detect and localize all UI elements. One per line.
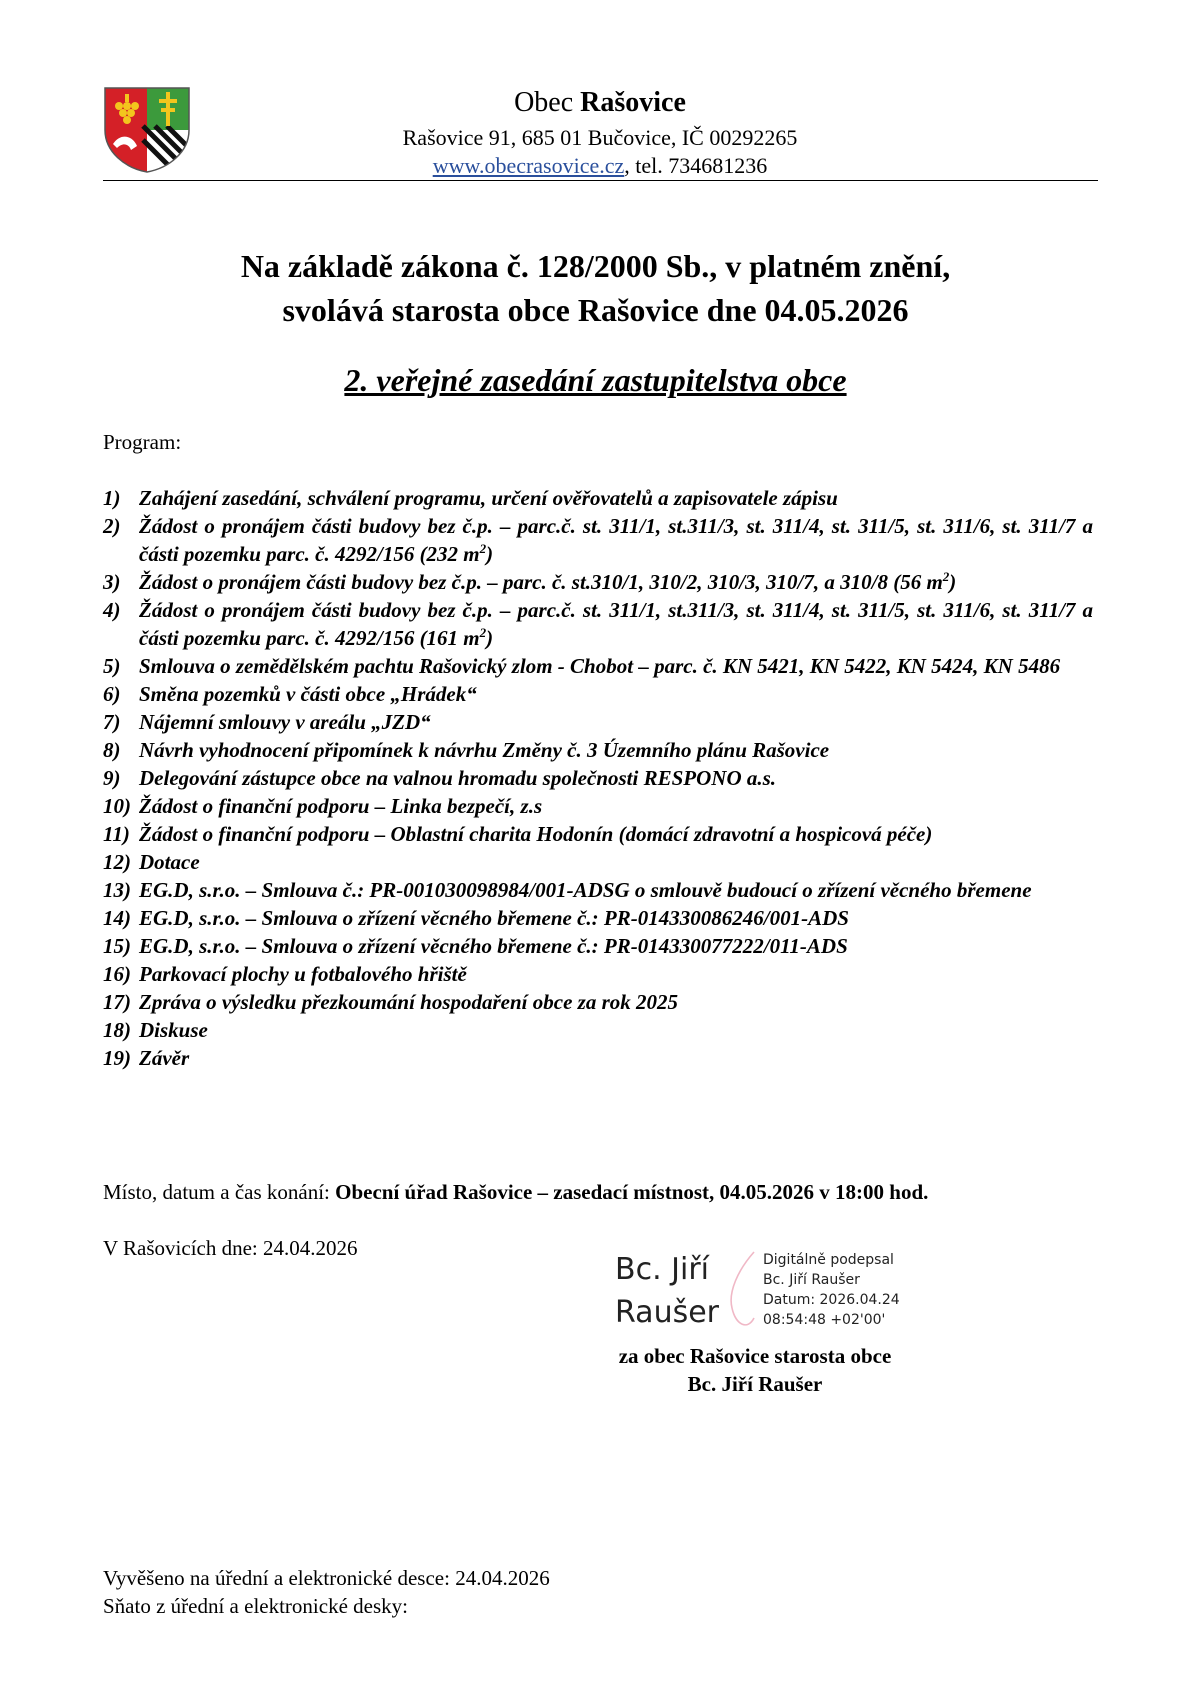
- agenda-item-text: [139, 932, 1093, 960]
- website-link[interactable]: www.obecrasovice.cz: [432, 153, 625, 178]
- agenda-item: [103, 1044, 1093, 1072]
- agenda-item-number: 1): [103, 486, 121, 510]
- agenda-item-number: 16): [103, 962, 131, 986]
- agenda-item: [103, 764, 1093, 792]
- agenda-item-main-text: Smlouva o zemědělském pachtu Rašovický zlom - Chobot – parc. č. KN 5421, KN 5422, KN 5424, KN 5486: [139, 654, 1061, 678]
- agenda-item-main-text: Závěr: [139, 1046, 190, 1070]
- agenda-item: [103, 1016, 1093, 1044]
- agenda-item: [103, 484, 1093, 512]
- agenda-item-text: [139, 1044, 1093, 1072]
- agenda-item: [103, 736, 1093, 764]
- agenda-item-text: [139, 568, 1093, 596]
- agenda-item: [103, 652, 1093, 680]
- agenda-item-text: [139, 708, 1093, 736]
- agenda-item-suffix: ): [486, 542, 494, 566]
- meeting-title: 2. veřejné zasedání zastupitelstva obce: [344, 362, 847, 398]
- agenda-item-text: [139, 1016, 1093, 1044]
- agenda-item-suffix: ): [486, 626, 494, 650]
- agenda-list: [103, 484, 1093, 1072]
- heading-line-1: Na základě zákona č. 128/2000 Sb., v platném znění,: [240, 248, 951, 284]
- agenda-item-number: 18): [103, 1018, 131, 1042]
- agenda-item-number: 10): [103, 794, 131, 818]
- title-name: Rašovice: [580, 87, 686, 118]
- agenda-item: [103, 876, 1093, 904]
- coat-of-arms-icon: [103, 86, 191, 174]
- agenda-item-text: [139, 512, 1093, 568]
- signatory-role: za obec Rašovice starosta obce: [618, 1344, 892, 1368]
- agenda-item-number: 5): [103, 654, 121, 678]
- agenda-item-text: [139, 988, 1093, 1016]
- agenda-item-main-text: Žádost o finanční podporu – Oblastní charita Hodonín (domácí zdravotní a hospicová péče): [139, 822, 933, 846]
- agenda-item-main-text: Delegování zástupce obce na valnou hromadu společnosti RESPONO a.s.: [139, 766, 777, 790]
- agenda-item-main-text: Žádost o pronájem části budovy bez č.p. – parc.č. st. 311/1, st.311/3, st. 311/4, st. 311/5, st. 311/6, st. 311/7 a části pozemku parc. č. 4292/156 (161 m: [139, 598, 1093, 650]
- agenda-item: [103, 960, 1093, 988]
- agenda-item: [103, 568, 1093, 596]
- signatory-name: Bc. Jiří Raušer: [687, 1372, 823, 1396]
- agenda-item-main-text: EG.D, s.r.o. – Smlouva o zřízení věcného břemene č.: PR-014330077222/011-ADS: [139, 934, 848, 958]
- signature-stroke-icon: [724, 1248, 760, 1334]
- agenda-item: [103, 792, 1093, 820]
- agenda-item-text: [139, 484, 1093, 512]
- agenda-item-number: 19): [103, 1046, 131, 1070]
- signature-info: [763, 1250, 900, 1330]
- agenda-item-text: [139, 680, 1093, 708]
- signature-info-line: 08:54:48 +02'00': [763, 1312, 886, 1328]
- removed-date: Sňato z úřední a elektronické desky:: [103, 1594, 408, 1618]
- place-value: Obecní úřad Rašovice – zasedací místnost, 04.05.2026 v 18:00 hod.: [335, 1180, 929, 1204]
- signature-info-line: Bc. Jiří Raušer: [763, 1272, 860, 1288]
- agenda-item-number: 13): [103, 878, 131, 902]
- agenda-item-suffix: ): [949, 570, 957, 594]
- agenda-item: [103, 988, 1093, 1016]
- agenda-item-number: 8): [103, 738, 121, 762]
- agenda-item-main-text: Návrh vyhodnocení připomínek k návrhu Změny č. 3 Územního plánu Rašovice: [139, 738, 830, 762]
- meeting-place: [103, 1178, 928, 1206]
- posted-date: Vyvěšeno na úřední a elektronické desce: 24.04.2026: [103, 1566, 550, 1590]
- agenda-item-text: [139, 596, 1093, 652]
- agenda-item-main-text: Žádost o pronájem části budovy bez č.p. – parc.č. st. 311/1, st.311/3, st. 311/4, st. 311/5, st. 311/6, st. 311/7 a části pozemku parc. č. 4292/156 (232 m: [139, 514, 1093, 566]
- agenda-item-main-text: Zpráva o výsledku přezkoumání hospodaření obce za rok 2025: [139, 990, 679, 1014]
- agenda-item-main-text: EG.D, s.r.o. – Smlouva č.: PR-001030098984/001-ADSG o smlouvě budoucí o zřízení věcného břemene: [139, 878, 1032, 902]
- agenda-item-superscript: 2: [942, 569, 950, 584]
- agenda-item: [103, 904, 1093, 932]
- title-prefix: Obec: [514, 87, 574, 118]
- agenda-item-text: [139, 820, 1093, 848]
- agenda-item-main-text: Nájemní smlouvy v areálu „JZD“: [139, 710, 431, 734]
- phone-text: , tel. 734681236: [624, 153, 768, 178]
- header-divider: [103, 180, 1098, 181]
- agenda-item-text: [139, 792, 1093, 820]
- agenda-item-main-text: Zahájení zasedání, schválení programu, určení ověřovatelů a zapisovatele zápisu: [139, 486, 838, 510]
- agenda-item-number: 11): [103, 822, 130, 846]
- agenda-item-number: 6): [103, 682, 121, 706]
- agenda-item-main-text: Žádost o pronájem části budovy bez č.p. – parc. č. st.310/1, 310/2, 310/3, 310/7, a 310/8 (56 m: [139, 570, 943, 594]
- agenda-item-main-text: Žádost o finanční podporu – Linka bezpečí, z.s: [139, 794, 543, 818]
- agenda-item: [103, 708, 1093, 736]
- agenda-item-text: [139, 960, 1093, 988]
- agenda-item-number: 2): [103, 514, 121, 538]
- agenda-item-main-text: EG.D, s.r.o. – Smlouva o zřízení věcného břemene č.: PR-014330086246/001-ADS: [139, 906, 849, 930]
- agenda-item-number: 15): [103, 934, 131, 958]
- signature-name-line-2: Raušer: [615, 1295, 720, 1330]
- agenda-item-number: 3): [103, 570, 121, 594]
- agenda-item-number: 4): [103, 598, 121, 622]
- agenda-item: [103, 512, 1093, 568]
- agenda-item-text: [139, 876, 1093, 904]
- agenda-item-number: 17): [103, 990, 131, 1014]
- agenda-item: [103, 848, 1093, 876]
- signature-name-line-1: Bc. Jiří: [615, 1252, 709, 1287]
- place-label: Místo, datum a čas konání:: [103, 1180, 336, 1204]
- agenda-item-text: [139, 652, 1093, 680]
- agenda-item-main-text: Diskuse: [139, 1018, 208, 1042]
- agenda-item-number: 9): [103, 766, 121, 790]
- agenda-item-number: 14): [103, 906, 131, 930]
- signature-info-line: Datum: 2026.04.24: [763, 1292, 900, 1308]
- agenda-item-superscript: 2: [479, 541, 487, 556]
- agenda-item: [103, 820, 1093, 848]
- signature-info-line: Digitálně podepsal: [763, 1252, 894, 1268]
- agenda-item-text: [139, 904, 1093, 932]
- agenda-item-superscript: 2: [479, 625, 487, 640]
- agenda-item-text: [139, 764, 1093, 792]
- heading-line-2: svolává starosta obce Rašovice dne 04.05.2026: [282, 292, 909, 328]
- agenda-item-main-text: Parkovací plochy u fotbalového hřiště: [139, 962, 467, 986]
- agenda-item: [103, 596, 1093, 652]
- agenda-item-number: 12): [103, 850, 131, 874]
- date-line: V Rašovicích dne: 24.04.2026: [103, 1236, 358, 1260]
- agenda-item-number: 7): [103, 710, 121, 734]
- agenda-item: [103, 932, 1093, 960]
- agenda-item: [103, 680, 1093, 708]
- agenda-item-main-text: Směna pozemků v části obce „Hrádek“: [139, 682, 477, 706]
- municipality-contact: [300, 152, 900, 180]
- municipality-title: [300, 86, 900, 120]
- agenda-item-main-text: Dotace: [139, 850, 200, 874]
- municipality-address: Rašovice 91, 685 01 Bučovice, IČ 00292265: [402, 125, 798, 150]
- program-label: Program:: [103, 430, 182, 454]
- agenda-item-text: [139, 848, 1093, 876]
- agenda-item-text: [139, 736, 1093, 764]
